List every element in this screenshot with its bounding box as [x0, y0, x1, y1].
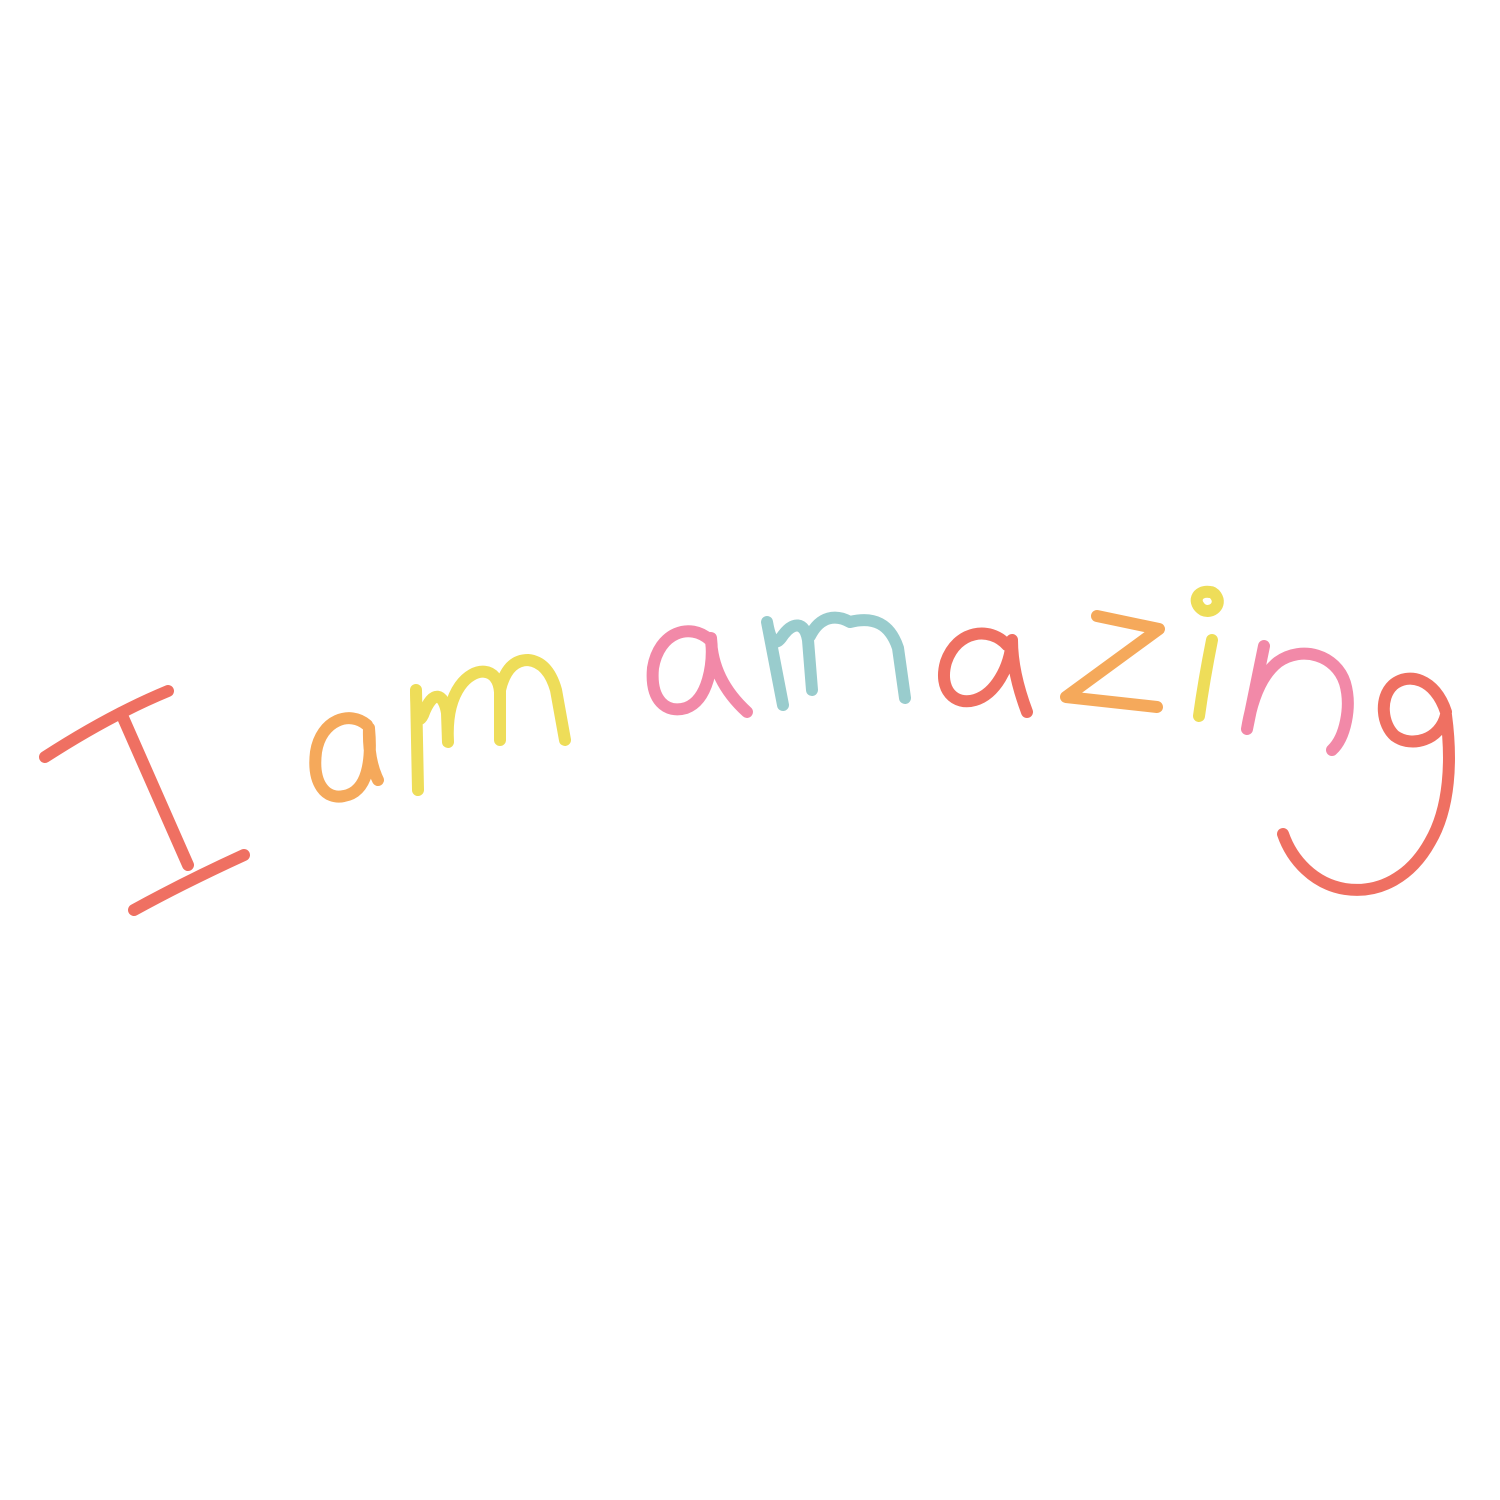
letter-I: [45, 691, 244, 910]
letter-i: [1197, 592, 1218, 716]
letter-a-1: [315, 718, 378, 796]
letter-a-2: [653, 631, 747, 712]
letter-n: [1247, 646, 1348, 750]
letter-m-2: [767, 618, 905, 705]
letter-g: [1283, 679, 1449, 890]
letter-z: [1066, 616, 1159, 707]
letter-a-3: [944, 634, 1027, 712]
letter-m-1: [416, 660, 565, 790]
